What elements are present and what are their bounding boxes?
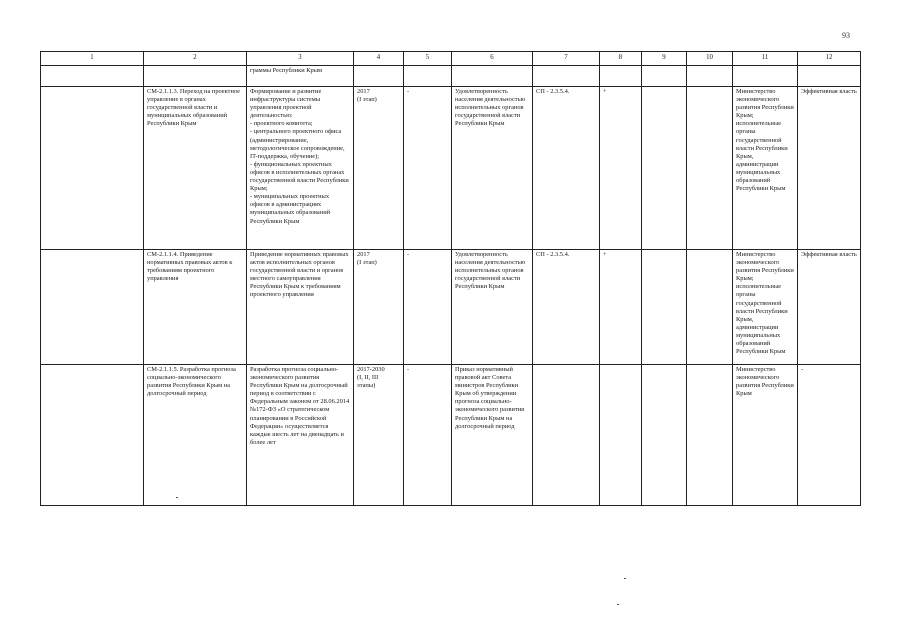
scan-speck xyxy=(176,497,178,498)
cell-col12: Эффективная власть xyxy=(798,250,861,365)
table-row xyxy=(41,250,861,365)
column-number: 6 xyxy=(452,52,533,66)
empty-cell xyxy=(41,365,144,506)
measure-name: СМ-2.1.1.5. Разработка прогноза социально-экономического развития Республики Крым на долгосрочный период xyxy=(144,365,247,506)
table-row xyxy=(41,87,861,250)
table-row xyxy=(41,365,861,506)
cell-col8: + xyxy=(600,87,642,250)
column-number: 1 xyxy=(41,52,144,66)
cell-col9 xyxy=(642,250,687,365)
empty-cell xyxy=(798,66,861,87)
column-number: 9 xyxy=(642,52,687,66)
responsible-executor: Министерство экономического развития Республики Крым xyxy=(733,365,798,506)
expected-result: Удовлетворенность населения деятельностью исполнительных органов государственной власти Республики Крым xyxy=(452,250,533,365)
measure-period: 2017 (I этап) xyxy=(354,250,404,365)
cell-col8: + xyxy=(600,250,642,365)
cell-col12: - xyxy=(798,365,861,506)
empty-cell xyxy=(733,66,798,87)
cell-col10 xyxy=(687,87,733,250)
cell-col8 xyxy=(600,365,642,506)
cell-col10 xyxy=(687,250,733,365)
empty-cell xyxy=(600,66,642,87)
cell-col10 xyxy=(687,365,733,506)
measure-name: СМ-2.1.1.4. Приведение нормативных правовых актов к требованиям проектного управления xyxy=(144,250,247,365)
empty-cell xyxy=(687,66,733,87)
cell-col7: СП - 2.3.5.4. xyxy=(533,87,600,250)
measure-content: Приведение нормативных правовых актов исполнительных органов государственной власти и органов местного самоуправления Республики Крым к требованиям проектного управления xyxy=(247,250,354,365)
column-number-row xyxy=(41,52,861,66)
measure-content: Разработка прогноза социально-экономического развития Республики Крым на долгосрочный период в соответствии с Федеральным законом от 28.06.2014 №172-ФЗ «О стратегическом планировании в Российской Федерации» осуществляется каждые шесть лет на двенадцать и более лет xyxy=(247,365,354,506)
cell-col5: - xyxy=(404,250,452,365)
empty-cell xyxy=(533,66,600,87)
scan-speck xyxy=(617,604,619,605)
column-number: 4 xyxy=(354,52,404,66)
cell-col7 xyxy=(533,365,600,506)
cell-col12: Эффективная власть xyxy=(798,87,861,250)
empty-cell xyxy=(41,66,144,87)
column-number: 5 xyxy=(404,52,452,66)
scan-speck xyxy=(624,578,626,579)
empty-cell xyxy=(144,66,247,87)
empty-cell xyxy=(41,250,144,365)
measure-content: Формирование и развитие инфраструктуры системы управления проектной деятельностью: - проектного комитета; - центрального проектного офиса (администрирование, методологическое сопровождение, IT-поддержка, обучение); - функциональных проектных офисов в исполнительных органах государственной власти Республики Крым; - муниципальных проектных офисов в администрациях муниципальных образований Республики Крым xyxy=(247,87,354,250)
cell-col7: СП - 2.3.5.4. xyxy=(533,250,600,365)
column-number: 8 xyxy=(600,52,642,66)
measure-name: СМ-2.1.1.3. Переход на проектное управление в органах государственной власти и муниципальных образований Республики Крым xyxy=(144,87,247,250)
cell-col9 xyxy=(642,365,687,506)
responsible-executor: Министерство экономического развития Республики Крым; исполнительные органы государственной власти Республики Крым, администрации муниципальных образований Республики Крым xyxy=(733,87,798,250)
continuation-text: граммы Республики Крым xyxy=(247,66,354,87)
empty-cell xyxy=(354,66,404,87)
column-number: 2 xyxy=(144,52,247,66)
measure-period: 2017 (I этап) xyxy=(354,87,404,250)
responsible-executor: Министерство экономического развития Республики Крым; исполнительные органы государственной власти Республики Крым, администрации муниципальных образований Республики Крым xyxy=(733,250,798,365)
column-number: 11 xyxy=(733,52,798,66)
column-number: 10 xyxy=(687,52,733,66)
cell-col5: - xyxy=(404,365,452,506)
measure-period: 2017-2030 (I, II, III этапы) xyxy=(354,365,404,506)
column-number: 7 xyxy=(533,52,600,66)
cell-col9 xyxy=(642,87,687,250)
column-number: 12 xyxy=(798,52,861,66)
empty-cell xyxy=(452,66,533,87)
table-row xyxy=(41,66,861,87)
empty-cell xyxy=(41,87,144,250)
cell-col5: - xyxy=(404,87,452,250)
column-number: 3 xyxy=(247,52,354,66)
page-number: 93 xyxy=(842,31,850,40)
measures-table xyxy=(40,51,861,506)
empty-cell xyxy=(404,66,452,87)
empty-cell xyxy=(642,66,687,87)
expected-result: Приказ нормативный правовой акт Совета министров Республики Крым об утверждении прогноза социально-экономического развития Республики Крым на долгосрочный период xyxy=(452,365,533,506)
expected-result: Удовлетворенность населения деятельностью исполнительных органов государственной власти Республики Крым xyxy=(452,87,533,250)
